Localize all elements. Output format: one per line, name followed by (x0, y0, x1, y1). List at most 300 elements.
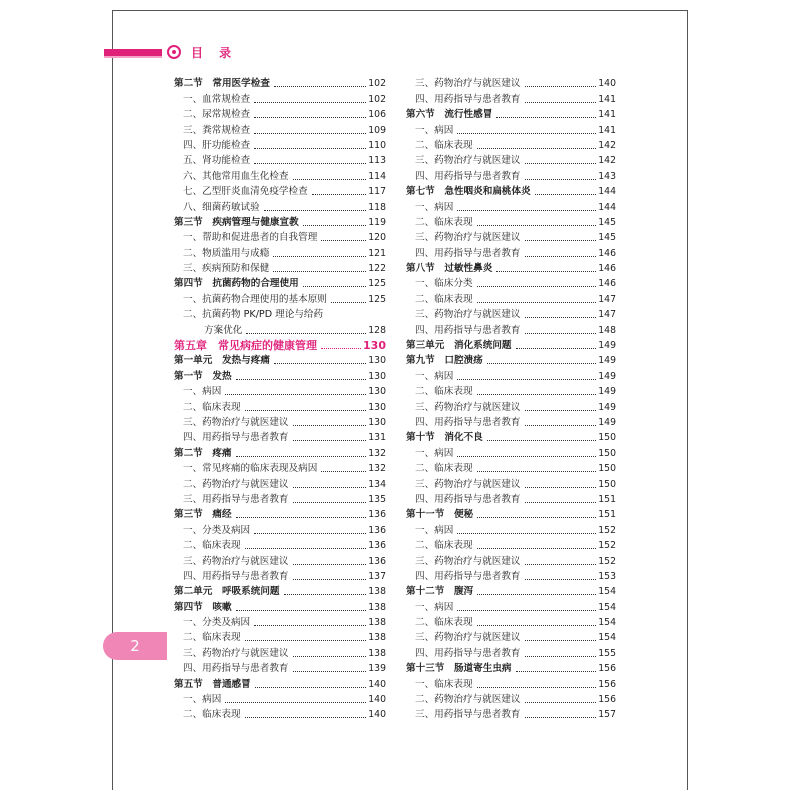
toc-page-number: 138 (368, 632, 386, 644)
toc-entry-unit (174, 583, 386, 598)
toc-entry-title: 五、肾功能检查 (183, 155, 251, 167)
toc-page-number: 146 (598, 263, 616, 275)
toc-entry-item (406, 629, 616, 644)
toc-dot-leader (525, 240, 597, 241)
toc-entry-title: 第十二节 腹泻 (406, 586, 474, 598)
toc-page-number: 153 (598, 570, 616, 582)
toc-entry-sec (174, 444, 386, 459)
toc-dot-leader (525, 702, 597, 703)
toc-entry-title: 第八节 过敏性鼻炎 (406, 263, 493, 275)
toc-dot-leader (293, 425, 367, 426)
toc-page-number: 119 (368, 216, 386, 228)
toc-entry-title: 第三节 疾病管理与健康宣教 (174, 216, 299, 228)
toc-page-number: 138 (368, 586, 386, 598)
toc-entry-item (174, 106, 386, 121)
toc-page-number: 144 (598, 186, 616, 198)
toc-entry-item (174, 167, 386, 182)
toc-entry-item (406, 706, 616, 721)
toc-page-number: 121 (368, 247, 386, 259)
toc-dot-leader (525, 717, 597, 718)
toc-entry-item (174, 552, 386, 567)
toc-entry-title: 第十一节 便秘 (406, 509, 474, 521)
toc-entry-item (406, 552, 616, 567)
toc-page-number: 118 (368, 201, 386, 213)
toc-page-number: 154 (598, 601, 616, 613)
toc-page-number: 149 (598, 355, 616, 367)
toc-page-number: 145 (598, 232, 616, 244)
toc-page-number: 138 (368, 601, 386, 613)
toc-entry-item (174, 429, 386, 444)
toc-entry-title: 三、用药指导与患者教育 (415, 709, 521, 721)
toc-dot-leader (477, 225, 597, 226)
toc-entry-title: 三、疾病预防和保健 (183, 263, 270, 275)
toc-entry-title: 一、临床分类 (415, 278, 473, 290)
toc-entry-title: 三、药物治疗与就医建议 (415, 232, 521, 244)
toc-entry-title: 四、用药指导与患者教育 (183, 432, 289, 444)
toc-page-number: 130 (368, 355, 386, 367)
toc-page-number: 140 (598, 78, 616, 90)
toc-page-number: 102 (368, 78, 386, 90)
toc-page-number: 138 (368, 617, 386, 629)
toc-page-number: 131 (368, 432, 386, 444)
toc-entry-sec (174, 598, 386, 613)
toc-entry-item (174, 475, 386, 490)
toc-entry-title: 二、临床表现 (183, 401, 241, 413)
toc-entry-item (406, 491, 616, 506)
toc-page-number: 154 (598, 632, 616, 644)
toc-entry-title: 第三单元 消化系统问题 (406, 340, 512, 352)
toc-entry-item (406, 460, 616, 475)
toc-entry-title: 三、药物治疗与就医建议 (183, 416, 289, 428)
toc-page-number: 147 (598, 309, 616, 321)
toc-page-number: 135 (368, 493, 386, 505)
toc-entry-item (406, 121, 616, 136)
toc-entry-title: 二、临床表现 (415, 463, 473, 475)
toc-entry-title: 第六节 流行性感冒 (406, 109, 493, 121)
toc-entry-item (406, 290, 616, 305)
toc-right-column (406, 75, 616, 721)
toc-entry-item (174, 137, 386, 152)
toc-page-number: 125 (368, 278, 386, 290)
toc-entry-sec (174, 506, 386, 521)
toc-entry-title: 二、抗菌药物 PK/PD 理论与给药 (183, 309, 324, 321)
toc-entry-item (174, 260, 386, 275)
toc-entry-title: 四、用药指导与患者教育 (415, 247, 521, 259)
toc-entry-chap (174, 337, 386, 352)
toc-page-number: 140 (368, 694, 386, 706)
toc-entry-title: 三、药物治疗与就医建议 (183, 647, 289, 659)
toc-page-number: 113 (368, 155, 386, 167)
toc-entry-item (406, 414, 616, 429)
toc-entry-item (406, 475, 616, 490)
toc-dot-leader (254, 625, 366, 626)
toc-entry-item (174, 90, 386, 105)
toc-dot-leader (321, 240, 366, 241)
toc-dot-leader (525, 425, 597, 426)
toc-dot-leader (225, 394, 366, 395)
toc-page-number: 128 (368, 324, 386, 336)
toc-entry-item (406, 152, 616, 167)
toc-entry-sec (174, 675, 386, 690)
toc-page-number: 136 (368, 509, 386, 521)
toc-entry-item (174, 691, 386, 706)
toc-entry-item (406, 275, 616, 290)
toc-entry-item (174, 290, 386, 305)
toc-entry-item (406, 244, 616, 259)
toc-page-number: 141 (598, 124, 616, 136)
toc-dot-leader (254, 533, 366, 534)
toc-dot-leader (525, 656, 597, 657)
toc-entry-title: 四、肝功能检查 (183, 139, 251, 151)
toc-page-number: 139 (368, 663, 386, 675)
toc-page-number: 146 (598, 247, 616, 259)
toc-entry-sec (174, 367, 386, 382)
toc-page-number: 120 (368, 232, 386, 244)
toc-entry-title: 一、病因 (183, 694, 222, 706)
toc-entry-cont (174, 321, 386, 336)
toc-entry-nodots (174, 306, 386, 321)
toc-left-column (174, 75, 386, 721)
toc-entry-item (406, 367, 616, 382)
toc-page-number: 134 (368, 478, 386, 490)
toc-entry-item (174, 568, 386, 583)
page-number-tab: 2 (103, 632, 167, 660)
toc-page-number: 130 (368, 401, 386, 413)
toc-entry-title: 二、临床表现 (183, 632, 241, 644)
toc-entry-sec (406, 260, 616, 275)
toc-entry-title: 一、病因 (415, 124, 454, 136)
toc-dot-leader (284, 594, 367, 595)
toc-dot-leader (293, 656, 367, 657)
toc-dot-leader (236, 610, 367, 611)
page-title: 目 录 (191, 46, 238, 60)
toc-entry-item (406, 198, 616, 213)
toc-entry-sec (406, 429, 616, 444)
toc-entry-title: 一、病因 (415, 201, 454, 213)
toc-dot-leader (477, 687, 597, 688)
toc-dot-leader (303, 225, 367, 226)
toc-entry-item (406, 444, 616, 459)
toc-entry-title: 方案优化 (204, 324, 243, 336)
toc-entry-title: 四、用药指导与患者教育 (183, 663, 289, 675)
toc-dot-leader (273, 256, 366, 257)
toc-entry-title: 四、用药指导与患者教育 (415, 324, 521, 336)
toc-dot-leader (245, 640, 367, 641)
toc-page-number: 137 (368, 570, 386, 582)
toc-entry-title: 四、用药指导与患者教育 (415, 170, 521, 182)
toc-page-number: 109 (368, 124, 386, 136)
toc-entry-title: 四、用药指导与患者教育 (415, 647, 521, 659)
toc-dot-leader (525, 163, 597, 164)
toc-entry-title: 第三节 痛经 (174, 509, 232, 521)
toc-dot-leader (254, 117, 366, 118)
toc-page-number: 147 (598, 293, 616, 305)
toc-dot-leader (487, 440, 597, 441)
toc-dot-leader (496, 117, 596, 118)
toc-entry-title: 二、临床表现 (183, 540, 241, 552)
toc-entry-item (174, 460, 386, 475)
toc-page-number: 130 (368, 416, 386, 428)
toc-entry-title: 三、粪常规检查 (183, 124, 251, 136)
toc-entry-title: 一、帮助和促进患者的自我管理 (183, 232, 318, 244)
toc-dot-leader (477, 302, 597, 303)
toc-entry-title: 二、临床表现 (415, 216, 473, 228)
toc-page-number: 152 (598, 540, 616, 552)
toc-page-number: 130 (368, 386, 386, 398)
toc-entry-title: 二、物质滥用与成瘾 (183, 247, 270, 259)
toc-dot-leader (303, 286, 367, 287)
toc-entry-title: 四、用药指导与患者教育 (183, 570, 289, 582)
toc-entry-sec (174, 275, 386, 290)
toc-dot-leader (264, 210, 367, 211)
toc-page-number: 150 (598, 432, 616, 444)
toc-entry-title: 一、血常规检查 (183, 93, 251, 105)
toc-entry-title: 一、抗菌药物合理使用的基本原则 (183, 293, 327, 305)
flower-icon (167, 45, 181, 59)
toc-entry-item (406, 521, 616, 536)
toc-entry-item (174, 491, 386, 506)
toc-entry-item (174, 706, 386, 721)
toc-entry-unit (406, 337, 616, 352)
toc-dot-leader (236, 517, 367, 518)
toc-entry-title: 第二节 常用医学检查 (174, 78, 270, 90)
toc-dot-leader (525, 317, 597, 318)
toc-entry-title: 三、用药指导与患者教育 (183, 493, 289, 505)
toc-page-number: 110 (368, 139, 386, 151)
toc-entry-title: 三、药物治疗与就医建议 (415, 478, 521, 490)
toc-dot-leader (525, 333, 597, 334)
toc-entry-title: 第二单元 呼吸系统问题 (174, 586, 280, 598)
toc-entry-item (406, 137, 616, 152)
toc-page-number: 142 (598, 139, 616, 151)
toc-entry-title: 四、用药指导与患者教育 (415, 416, 521, 428)
toc-dot-leader (477, 548, 597, 549)
toc-dot-leader (496, 271, 596, 272)
toc-entry-item (174, 614, 386, 629)
toc-entry-title: 一、分类及病因 (183, 524, 251, 536)
toc-entry-title: 四、用药指导与患者教育 (415, 570, 521, 582)
toc-page-number: 156 (598, 694, 616, 706)
toc-dot-leader (274, 86, 366, 87)
toc-entry-title: 二、药物治疗与就医建议 (183, 478, 289, 490)
toc-dot-leader (477, 148, 597, 149)
toc-page-number: 130 (363, 339, 386, 353)
toc-dot-leader (525, 86, 597, 87)
toc-entry-title: 六、其他常用血生化检查 (183, 170, 289, 182)
toc-entry-item (174, 152, 386, 167)
toc-page-number: 106 (368, 109, 386, 121)
toc-page-number: 149 (598, 401, 616, 413)
toc-dot-leader (245, 717, 367, 718)
toc-page-number: 148 (598, 324, 616, 336)
toc-page-number: 152 (598, 524, 616, 536)
toc-entry-title: 二、临床表现 (415, 139, 473, 151)
toc-entry-title: 第二节 疼痛 (174, 447, 232, 459)
toc-page-number: 140 (368, 709, 386, 721)
toc-dot-leader (245, 548, 367, 549)
toc-page-number: 149 (598, 416, 616, 428)
toc-page-number: 136 (368, 540, 386, 552)
toc-page-number: 146 (598, 278, 616, 290)
toc-dot-leader (293, 502, 367, 503)
toc-entry-title: 第十三节 肠道寄生虫病 (406, 663, 512, 675)
toc-entry-sec (406, 583, 616, 598)
toc-entry-title: 第一单元 发热与疼痛 (174, 355, 270, 367)
toc-entry-item (174, 644, 386, 659)
toc-dot-leader (525, 179, 597, 180)
toc-dot-leader (525, 410, 597, 411)
toc-entry-item (174, 537, 386, 552)
toc-entry-item (406, 214, 616, 229)
toc-entry-title: 二、尿常规检查 (183, 109, 251, 121)
toc-entry-title: 四、用药指导与患者教育 (415, 93, 521, 105)
toc-dot-leader (457, 456, 596, 457)
toc-dot-leader (457, 610, 596, 611)
toc-page-number: 154 (598, 586, 616, 598)
toc-entry-item (406, 614, 616, 629)
toc-entry-title: 第五节 普通感冒 (174, 678, 251, 690)
toc-dot-leader (525, 502, 597, 503)
toc-dot-leader (516, 348, 597, 349)
toc-entry-title: 八、细菌药敏试验 (183, 201, 260, 213)
toc-dot-leader (525, 487, 597, 488)
toc-dot-leader (457, 533, 596, 534)
toc-page-number: 157 (598, 709, 616, 721)
toc-page-number: 132 (368, 447, 386, 459)
toc-entry-title: 三、药物治疗与就医建议 (415, 309, 521, 321)
toc-entry-item (406, 691, 616, 706)
toc-entry-title: 一、常见疼痛的临床表现及病因 (183, 463, 318, 475)
toc-entry-title: 二、临床表现 (415, 617, 473, 629)
toc-page-number: 155 (598, 647, 616, 659)
toc-page-number: 150 (598, 478, 616, 490)
toc-entry-title: 三、药物治疗与就医建议 (415, 632, 521, 644)
toc-dot-leader (321, 471, 366, 472)
toc-entry-item (406, 398, 616, 413)
header-accent-underline (104, 56, 162, 58)
toc-entry-title: 第五章 常见病症的健康管理 (174, 339, 317, 353)
toc-page-number: 150 (598, 463, 616, 475)
toc-dot-leader (293, 564, 367, 565)
toc-dot-leader (255, 687, 367, 688)
toc-entry-title: 一、病因 (183, 386, 222, 398)
toc-entry-sec (174, 214, 386, 229)
toc-entry-unit (174, 352, 386, 367)
toc-page-number: 144 (598, 201, 616, 213)
toc-entry-item (406, 75, 616, 90)
toc-entry-title: 七、乙型肝炎血清免疫学检查 (183, 186, 308, 198)
toc-dot-leader (236, 456, 367, 457)
toc-entry-item (174, 414, 386, 429)
toc-entry-title: 一、病因 (415, 601, 454, 613)
toc-dot-leader (525, 640, 597, 641)
toc-entry-item (174, 183, 386, 198)
toc-page-number: 151 (598, 493, 616, 505)
toc-dot-leader (535, 194, 597, 195)
toc-entry-title: 三、药物治疗与就医建议 (415, 155, 521, 167)
toc-page-number: 156 (598, 663, 616, 675)
toc-dot-leader (477, 471, 597, 472)
toc-dot-leader (525, 579, 597, 580)
toc-entry-title: 第七节 急性咽炎和扁桃体炎 (406, 186, 531, 198)
toc-entry-sec (406, 352, 616, 367)
toc-entry-title: 三、药物治疗与就医建议 (415, 401, 521, 413)
toc-entry-item (174, 121, 386, 136)
toc-page-number: 149 (598, 370, 616, 382)
toc-page-number: 114 (368, 170, 386, 182)
toc-page-number: 149 (598, 340, 616, 352)
toc-entry-item (406, 598, 616, 613)
toc-page-number: 150 (598, 447, 616, 459)
toc-page-number: 149 (598, 386, 616, 398)
toc-page-number: 132 (368, 463, 386, 475)
toc-dot-leader (487, 363, 597, 364)
toc-dot-leader (312, 194, 367, 195)
toc-dot-leader (225, 702, 366, 703)
toc-dot-leader (273, 271, 366, 272)
toc-dot-leader (525, 564, 597, 565)
toc-entry-sec (406, 106, 616, 121)
toc-page-number: 140 (368, 678, 386, 690)
toc-page-number: 141 (598, 93, 616, 105)
toc-dot-leader (477, 286, 597, 287)
toc-entry-item (174, 629, 386, 644)
toc-dot-leader (457, 210, 596, 211)
toc-entry-title: 第四节 抗菌药物的合理使用 (174, 278, 299, 290)
toc-entry-title: 三、药物治疗与就医建议 (183, 555, 289, 567)
toc-page-number: 117 (368, 186, 386, 198)
toc-entry-sec (406, 660, 616, 675)
toc-page-number: 125 (368, 293, 386, 305)
toc-dot-leader (321, 348, 361, 349)
toc-page-number: 102 (368, 93, 386, 105)
toc-page-number: 152 (598, 555, 616, 567)
toc-entry-title: 二、药物治疗与就医建议 (415, 694, 521, 706)
toc-entry-title: 一、病因 (415, 524, 454, 536)
toc-dot-leader (254, 148, 366, 149)
toc-page-number: 136 (368, 524, 386, 536)
toc-page-number: 141 (598, 109, 616, 121)
toc-entry-title: 四、用药指导与患者教育 (415, 493, 521, 505)
toc-dot-leader (293, 671, 367, 672)
toc-entry-item (174, 383, 386, 398)
toc-entry-item (406, 383, 616, 398)
toc-entry-title: 二、临床表现 (415, 386, 473, 398)
toc-dot-leader (477, 517, 596, 518)
toc-entry-title: 二、临床表现 (183, 709, 241, 721)
toc-dot-leader (254, 133, 366, 134)
toc-entry-item (406, 568, 616, 583)
toc-page-number: 143 (598, 170, 616, 182)
toc-dot-leader (477, 594, 596, 595)
toc-entry-item (406, 537, 616, 552)
toc-dot-leader (477, 394, 597, 395)
toc-dot-leader (236, 379, 367, 380)
toc-dot-leader (254, 163, 366, 164)
toc-dot-leader (245, 410, 367, 411)
toc-page-number: 138 (368, 647, 386, 659)
toc-page-number: 151 (598, 509, 616, 521)
toc-entry-item (406, 167, 616, 182)
toc-page-number: 154 (598, 617, 616, 629)
toc-dot-leader (457, 379, 596, 380)
toc-entry-item (406, 306, 616, 321)
toc-entry-title: 一、临床表现 (415, 678, 473, 690)
toc-dot-leader (331, 302, 366, 303)
toc-entry-title: 一、病因 (415, 370, 454, 382)
toc-entry-item (174, 398, 386, 413)
toc-dot-leader (293, 487, 367, 488)
